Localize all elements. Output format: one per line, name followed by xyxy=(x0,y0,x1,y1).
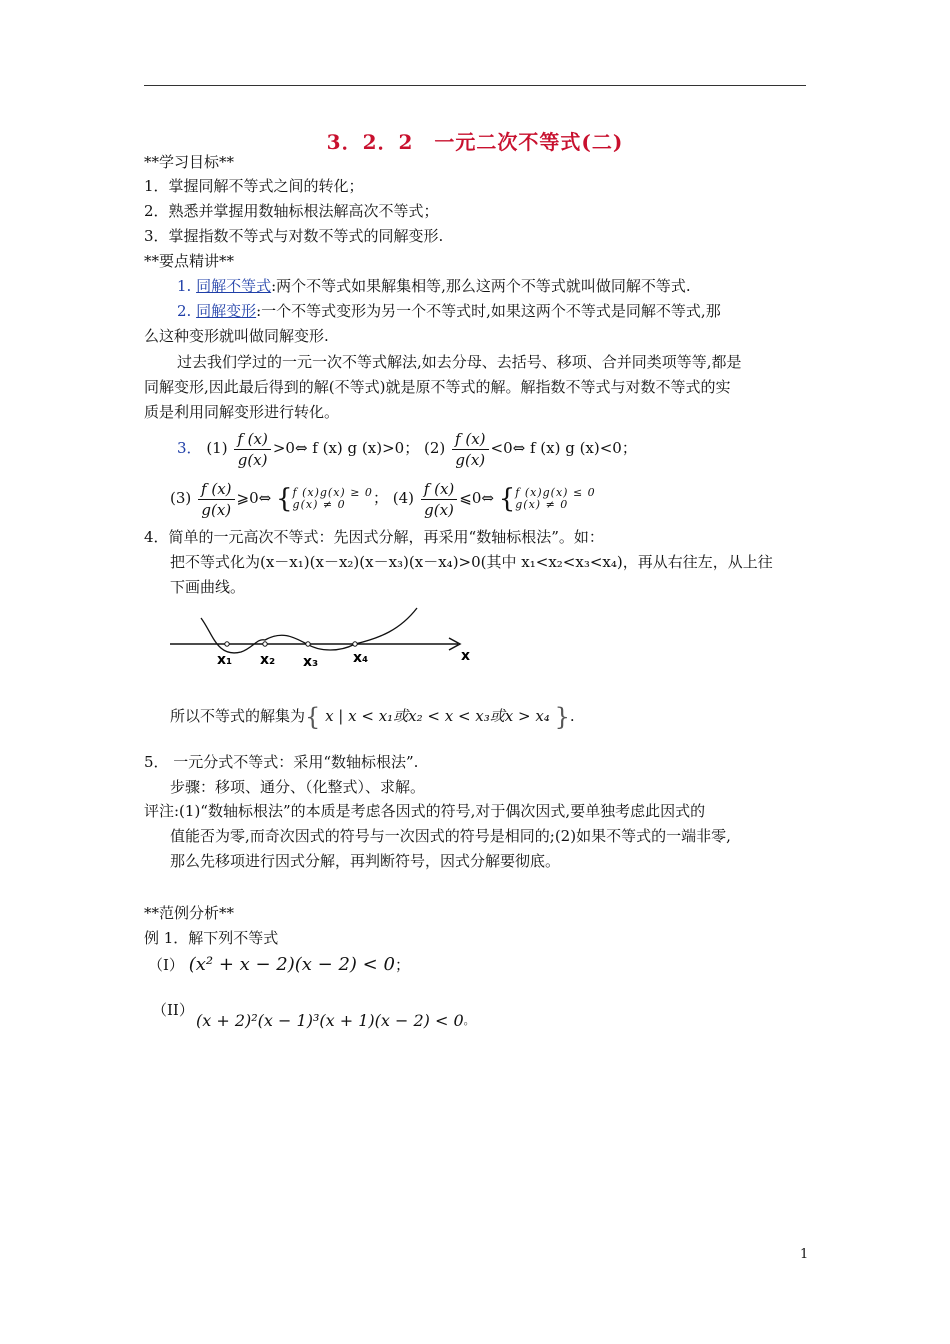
fraction-1 xyxy=(234,429,270,470)
header-rule xyxy=(144,85,806,86)
left-brace-icon: { xyxy=(305,703,321,731)
root-label-3: x₃ xyxy=(303,654,319,670)
fraction-4 xyxy=(421,479,457,520)
point-1-term: 同解不等式 xyxy=(196,277,272,295)
right-brace-icon: } xyxy=(554,703,570,731)
point-1-text: :两个不等式如果解集相等,那么这两个不等式就叫做同解不等式. xyxy=(271,277,691,295)
case-3-rel: ⩾0⇔ xyxy=(236,489,272,507)
point-4-line-3: 下画曲线。 xyxy=(170,578,246,596)
case-2-rel: <0⇔ f (x) g (x)<0； xyxy=(490,439,637,457)
example-2-label: （II） xyxy=(152,1001,194,1019)
goal-3: 3．掌握指数不等式与对数不等式的同解变形. xyxy=(144,227,444,245)
example-1 xyxy=(148,955,410,975)
example-1-expr: (x² + x − 2)(x − 2) < 0 xyxy=(188,954,395,975)
system-4 xyxy=(515,487,595,511)
axis-label-x: x xyxy=(461,648,471,664)
point-3-row-1 xyxy=(177,426,637,470)
heading-examples: **范例分析** xyxy=(144,904,235,922)
root-point-2 xyxy=(263,642,267,646)
case-1-rel: >0⇔ f (x) g (x)>0； xyxy=(272,439,420,457)
point-2 xyxy=(177,301,721,321)
example-title: 例 1．解下列不等式 xyxy=(144,929,279,947)
para-line-2: 同解变形,因此最后得到的解(不等式)就是原不等式的解。解指数不等式与对数不等式的实 xyxy=(144,378,731,396)
fraction-3-den: g(x) xyxy=(201,500,232,519)
para-line-1: 过去我们学过的一元一次不等式解法,如去分母、去括号、移项、合并同类项等等,都是 xyxy=(177,353,742,371)
example-2-suffix: 。 xyxy=(463,1014,475,1027)
system-3 xyxy=(293,487,373,511)
solution-set-expr: x | x < x₁或x₂ < x < x₃或x > x₄ xyxy=(325,707,550,725)
solution-prefix: 所以不等式的解集为 xyxy=(170,707,306,725)
goal-2: 2．熟悉并掌握用数轴标根法解高次不等式； xyxy=(144,202,439,220)
point-2-text: :一个不等式变形为另一个不等式时,如果这两个不等式是同解不等式,那 xyxy=(256,302,721,320)
fraction-3 xyxy=(198,479,234,520)
solution-suffix: . xyxy=(569,707,575,725)
root-label-4: x₄ xyxy=(353,650,369,666)
root-point-1 xyxy=(225,642,229,646)
fraction-3-num: f (x) xyxy=(198,479,234,500)
goal-1: 1．掌握同解不等式之间的转化； xyxy=(144,177,364,195)
brace-icon: { xyxy=(275,484,293,514)
page-number: 1 xyxy=(800,1247,809,1262)
para-line-3: 质是利用同解变形进行转化。 xyxy=(144,403,340,421)
case-2-label: (2) xyxy=(423,439,446,457)
example-1-label: （I） xyxy=(148,956,184,974)
point-4-line-1: 4．简单的一元高次不等式：先因式分解，再采用“数轴标根法”。如： xyxy=(144,528,604,546)
point-1 xyxy=(177,276,691,296)
point-2-term: 同解变形 xyxy=(196,302,257,320)
point-5-line-2: 步骤：移项、通分、（化整式）、求解。 xyxy=(170,778,426,796)
example-1-suffix: ； xyxy=(394,956,410,974)
system-3-line-2: g(x) ≠ 0 xyxy=(292,498,346,511)
heading-goals: **学习目标** xyxy=(144,153,235,171)
case-3-label: (3) xyxy=(170,489,192,507)
root-point-4 xyxy=(353,642,357,646)
point-2-cont: 么这种变形就叫做同解变形. xyxy=(144,327,329,345)
fraction-1-den: g(x) xyxy=(237,450,268,469)
point-3-num: 3． xyxy=(177,439,202,457)
case-1-label: (1) xyxy=(206,439,228,457)
solution-line xyxy=(170,703,575,731)
comment-line-3: 那么先移项进行因式分解，再判断符号，因式分解要彻底。 xyxy=(170,852,561,870)
example-2 xyxy=(196,1011,475,1031)
example-2-expr: (x + 2)²(x − 1)³(x + 1)(x − 2) < 0 xyxy=(196,1011,464,1030)
point-3-row-2 xyxy=(170,476,596,521)
point-1-num: 1. xyxy=(177,277,192,295)
case-4-label: (4) xyxy=(392,489,414,507)
fraction-4-den: g(x) xyxy=(424,500,454,519)
solution-set xyxy=(305,703,570,731)
point-2-num: 2. xyxy=(177,302,192,320)
fraction-1-num: f (x) xyxy=(234,429,270,450)
root-label-1: x₁ xyxy=(217,652,233,668)
system-3-line-1: f (x)g(x) ≥ 0 xyxy=(292,486,373,499)
brace-icon: { xyxy=(498,484,516,514)
page-title: 3．2．2 一元二次不等式(二) xyxy=(326,130,624,154)
number-line-graph xyxy=(165,600,485,680)
system-4-line-1: f (x)g(x) ≤ 0 xyxy=(515,486,596,499)
fraction-2-den: g(x) xyxy=(455,450,486,469)
system-4-line-2: g(x) ≠ 0 xyxy=(515,498,569,511)
case-4-rel: ⩽0⇔ xyxy=(459,489,494,507)
point-5-line-1: 5． 一元分式不等式：采用“数轴标根法”. xyxy=(144,753,419,771)
fraction-2 xyxy=(452,429,488,470)
comment-line-1: 评注:(1)“数轴标根法”的本质是考虑各因式的符号,对于偶次因式,要单独考虑此因式的 xyxy=(144,802,706,820)
comment-line-2: 值能否为零,而奇次因式的符号与一次因式的符号是相同的;(2)如果不等式的一端非零, xyxy=(170,827,731,845)
fraction-2-num: f (x) xyxy=(452,429,488,450)
fraction-4-num: f (x) xyxy=(421,479,457,500)
root-label-2: x₂ xyxy=(260,652,276,668)
heading-points: **要点精讲** xyxy=(144,252,235,270)
root-point-3 xyxy=(306,642,310,646)
separator: ； xyxy=(372,489,388,507)
point-4-line-2: 把不等式化为(x－x₁)(x－x₂)(x－x₃)(x－x₄)>0(其中 x₁<x₂<x₃<x₄)，再从右往左，从上往 xyxy=(170,553,773,571)
